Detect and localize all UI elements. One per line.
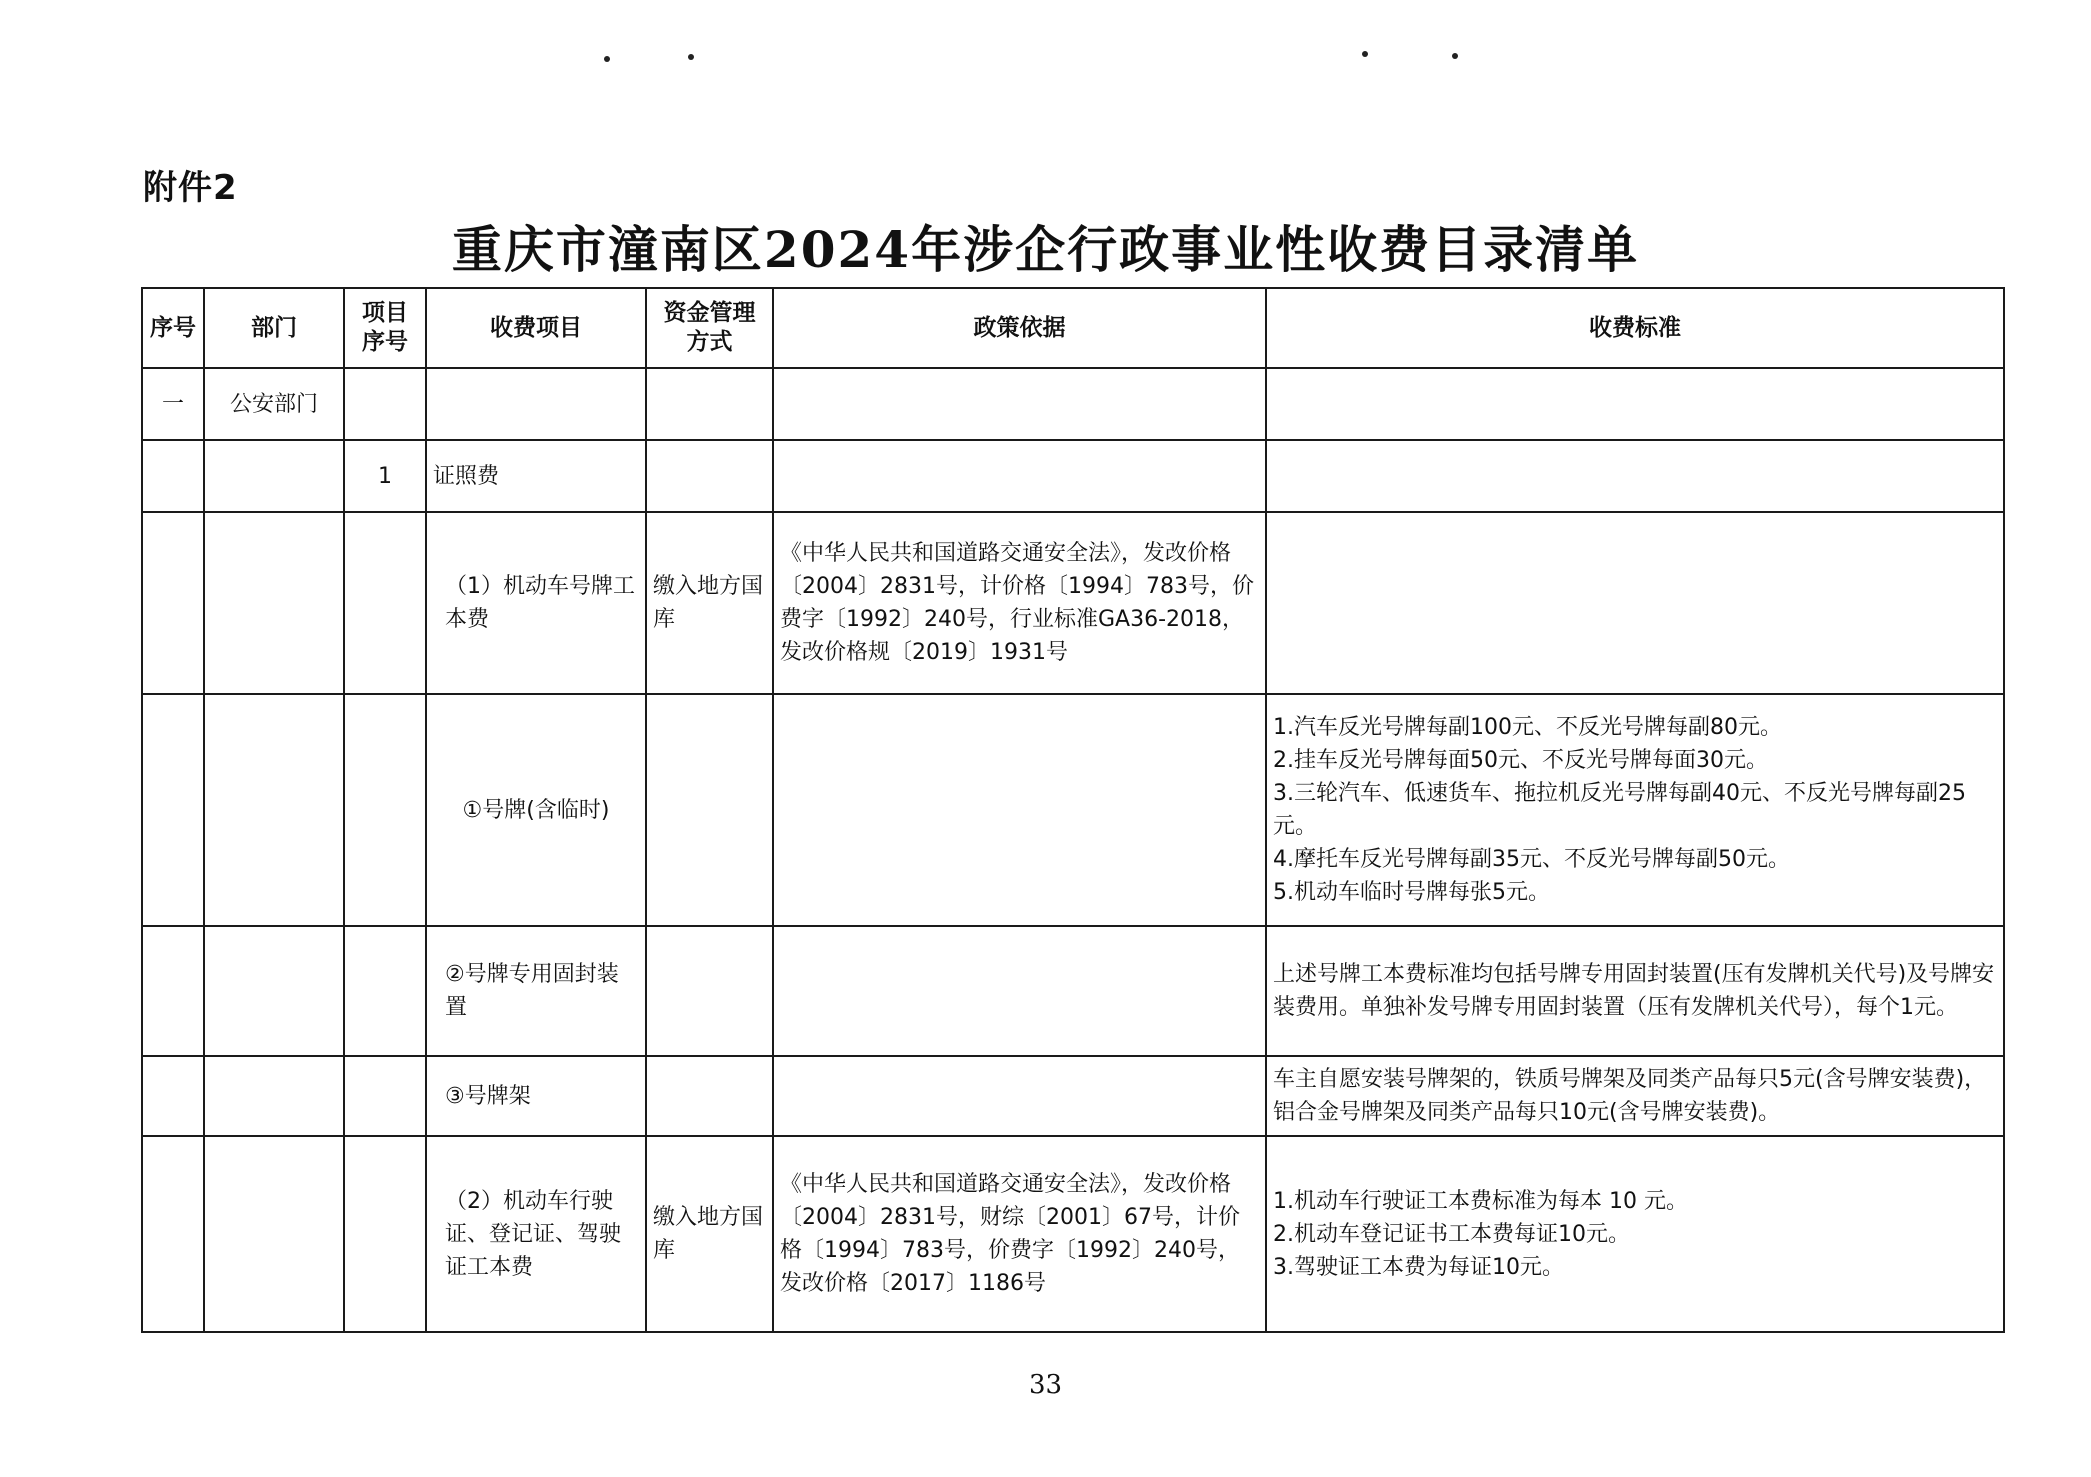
scan-speck <box>688 54 694 60</box>
table-row <box>142 1136 2004 1332</box>
standard-line: 1.汽车反光号牌每副100元、不反光号牌每副80元。 <box>1273 715 1782 740</box>
cell-fund-mgmt: 缴入地方国库 <box>646 512 773 694</box>
cell-policy: 《中华人民共和国道路交通安全法》，发改价格〔2004〕2831号，计价格〔1994〕783号，价费字〔1992〕240号，行业标准GA36-2018，发改价格规〔2019〕1931号 <box>773 512 1266 694</box>
cell-fund-mgmt: 缴入地方国库 <box>646 1136 773 1332</box>
table-row <box>142 512 2004 694</box>
header-seq: 序号 <box>142 288 204 368</box>
attachment-label: 附件2 <box>143 168 238 208</box>
cell-item: ①号牌(含临时) <box>426 694 646 926</box>
cell-standard <box>1266 694 2004 926</box>
standard-line: 5.机动车临时号牌每张5元。 <box>1273 880 1550 905</box>
cell-item: （1）机动车号牌工本费 <box>426 512 646 694</box>
header-fund-mgmt: 资金管理方式 <box>646 288 773 368</box>
fee-catalog-table <box>141 287 2005 1333</box>
cell-item: 证照费 <box>426 440 646 512</box>
page-number: 33 <box>1028 1370 1063 1400</box>
cell-item: ②号牌专用固封装置 <box>426 926 646 1056</box>
cell-standard: 车主自愿安装号牌架的，铁质号牌架及同类产品每只5元(含号牌安装费)，铝合金号牌架及同类产品每只10元(含号牌安装费)。 <box>1266 1056 2004 1136</box>
table-row <box>142 368 2004 440</box>
scan-speck <box>604 56 610 62</box>
scan-speck <box>1362 51 1368 57</box>
table-row <box>142 694 2004 926</box>
cell-item: ③号牌架 <box>426 1056 646 1136</box>
cell-seq: 一 <box>142 368 204 440</box>
cell-standard <box>1266 1136 2004 1332</box>
scan-speck <box>1452 53 1458 59</box>
header-standard: 收费标准 <box>1266 288 2004 368</box>
header-item: 收费项目 <box>426 288 646 368</box>
table-row <box>142 440 2004 512</box>
cell-item-seq: 1 <box>344 440 426 512</box>
standard-line: 2.挂车反光号牌每面50元、不反光号牌每面30元。 <box>1273 748 1768 773</box>
table-row <box>142 926 2004 1056</box>
table-header-row <box>142 288 2004 368</box>
header-dept: 部门 <box>204 288 344 368</box>
table-row <box>142 1056 2004 1136</box>
document-title: 重庆市潼南区2024年涉企行政事业性收费目录清单 <box>451 220 1640 279</box>
header-item-seq: 项目序号 <box>344 288 426 368</box>
cell-dept: 公安部门 <box>204 368 344 440</box>
cell-item: （2）机动车行驶证、登记证、驾驶证工本费 <box>426 1136 646 1332</box>
standard-line: 3.驾驶证工本费为每证10元。 <box>1273 1254 1564 1280</box>
standard-line: 1.机动车行驶证工本费标准为每本 10 元。 <box>1273 1188 1688 1214</box>
standard-line: 4.摩托车反光号牌每副35元、不反光号牌每副50元。 <box>1273 847 1790 872</box>
cell-standard: 上述号牌工本费标准均包括号牌专用固封装置(压有发牌机关代号)及号牌安装费用。单独补发号牌专用固封装置（压有发牌机关代号），每个1元。 <box>1266 926 2004 1056</box>
header-policy: 政策依据 <box>773 288 1266 368</box>
standard-line: 3.三轮汽车、低速货车、拖拉机反光号牌每副40元、不反光号牌每副25元。 <box>1273 781 1966 839</box>
cell-policy: 《中华人民共和国道路交通安全法》，发改价格〔2004〕2831号，财综〔2001〕67号，计价格〔1994〕783号，价费字〔1992〕240号，发改价格〔2017〕1186号 <box>773 1136 1266 1332</box>
standard-line: 2.机动车登记证书工本费每证10元。 <box>1273 1221 1630 1247</box>
